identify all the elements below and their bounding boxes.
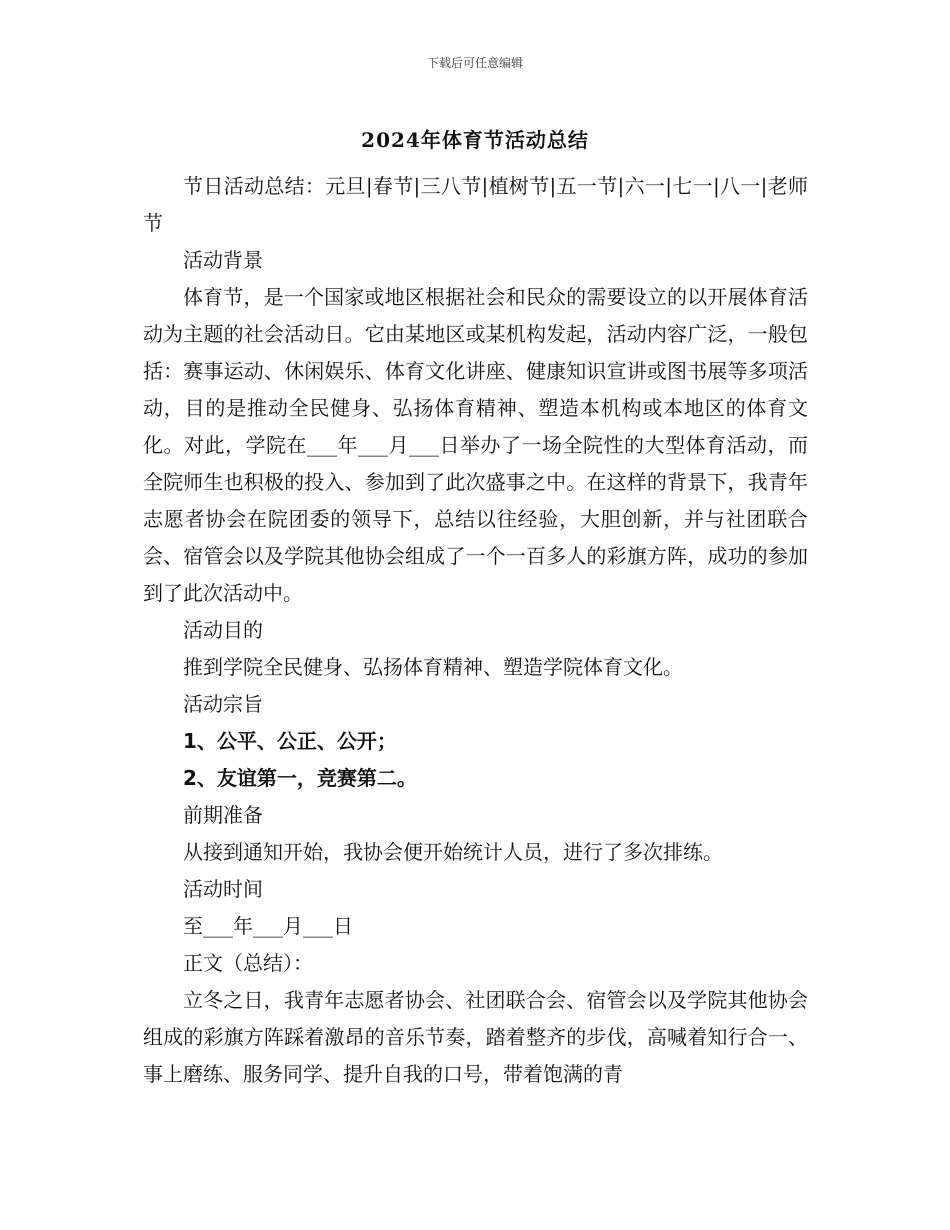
paragraph-holiday-list: 节日活动总结：元旦|春节|三八节|植树节|五一节|六一|七一|八一|老师节 bbox=[143, 174, 808, 235]
heading-background: 活动背景 bbox=[183, 248, 263, 272]
paragraph-time: 至___年___月___日 bbox=[183, 914, 353, 938]
paragraph-background: 体育节，是一个国家或地区根据社会和民众的需要设立的以开展体育活动为主题的社会活动日。它由某地区或某机构发起，活动内容广泛，一般包括：赛事运动、休闲娱乐、体育文化讲座、健康知识宣讲或图书展等多项活动，目的是推动全民健身、弘扬体育精神、塑造本机构或本地区的体育文化。对此，学院在___年___月___日举办了一场全院性的大型体育活动，而全院师生也积极的投入、参加到了此次盛事之中。在这样的背景下，我青年志愿者协会在院团委的领导下，总结以往经验，大胆创新，并与社团联合会、宿管会以及学院其他协会组成了一个一百多人的彩旗方阵，成功的参加到了此次活动中。 bbox=[143, 285, 808, 605]
paragraph-summary: 立冬之日，我青年志愿者协会、社团联合会、宿管会以及学院其他协会组成的彩旗方阵踩着激昂的音乐节奏，踏着整齐的步伐，高喊着知行合一、事上磨练、服务同学、提升自我的口号，带着饱满的青 bbox=[143, 988, 808, 1086]
heading-time: 活动时间 bbox=[183, 877, 263, 901]
header-note: 下载后可任意编辑 bbox=[426, 56, 523, 70]
principle-item-2: 2、友谊第一，竞赛第二。 bbox=[183, 766, 417, 790]
heading-summary: 正文（总结）： bbox=[183, 951, 313, 975]
heading-purpose: 活动目的 bbox=[183, 618, 263, 642]
heading-principle: 活动宗旨 bbox=[183, 692, 263, 716]
document-title: 2024年体育节活动总结 bbox=[361, 128, 589, 152]
paragraph-purpose: 推到学院全民健身、弘扬体育精神、塑造学院体育文化。 bbox=[183, 655, 683, 679]
principle-item-1: 1、公平、公正、公开； bbox=[183, 729, 397, 753]
heading-preparation: 前期准备 bbox=[183, 803, 263, 827]
document-body bbox=[143, 168, 808, 1093]
paragraph-preparation: 从接到通知开始，我协会便开始统计人员，进行了多次排练。 bbox=[183, 840, 723, 864]
